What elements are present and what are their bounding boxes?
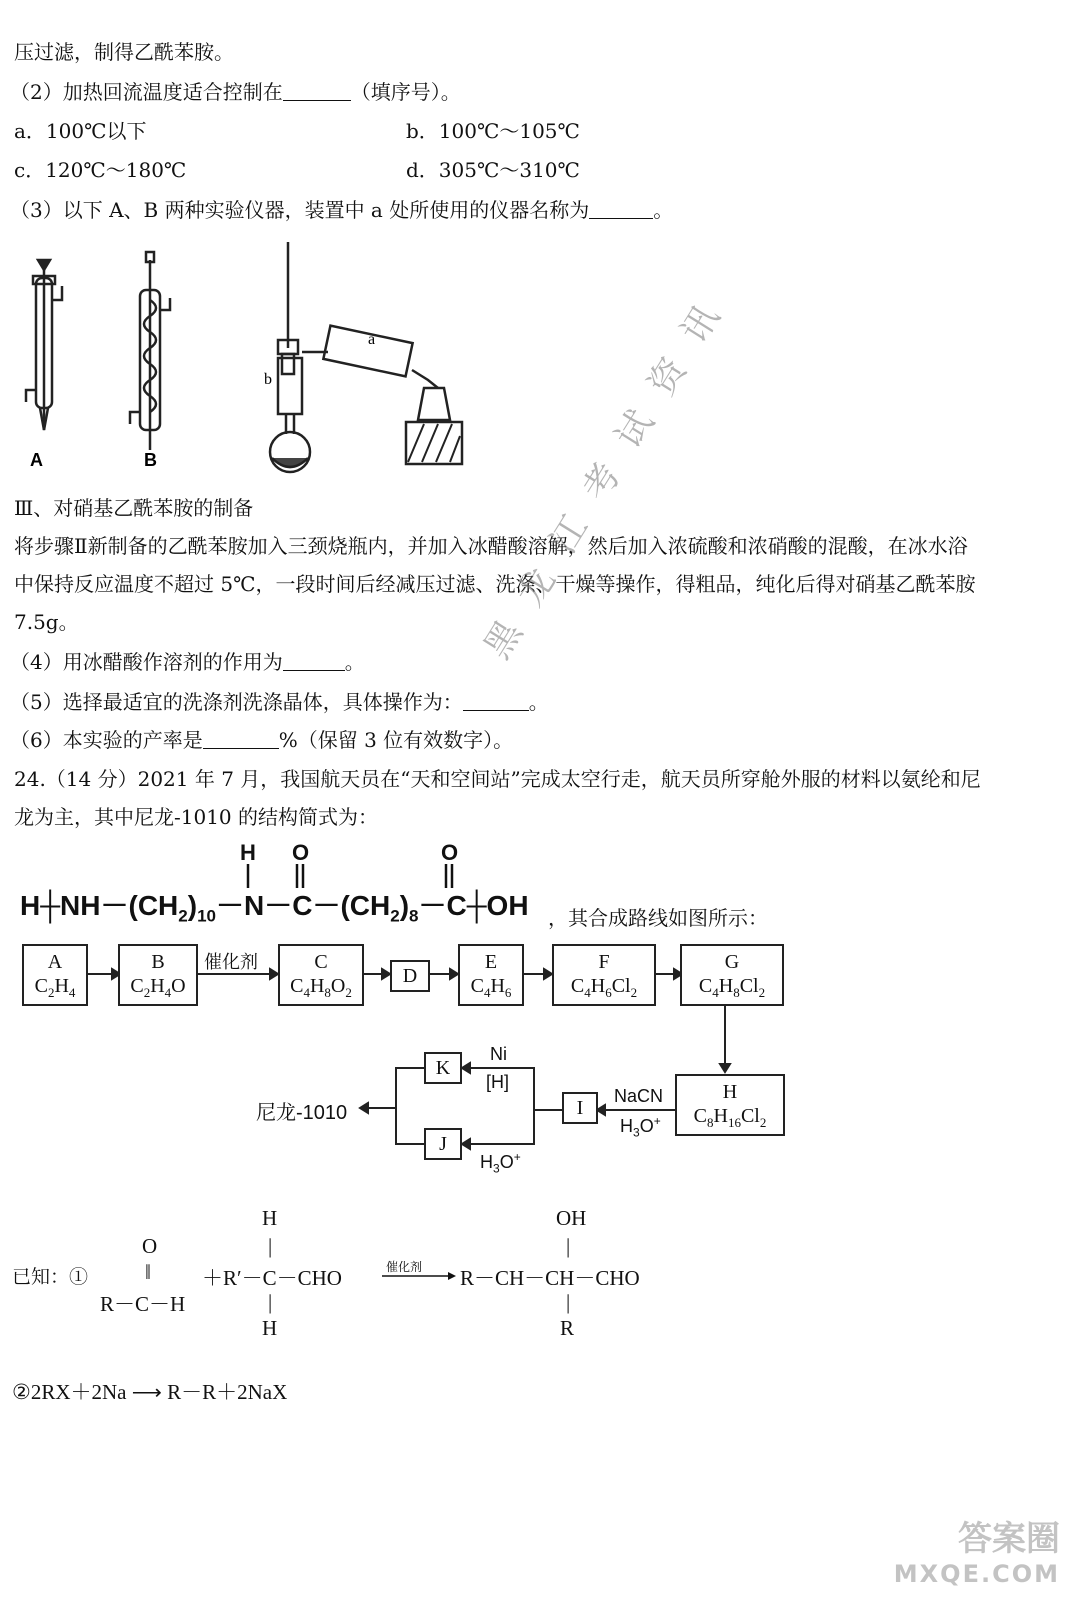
- distillation-setup: [270, 242, 462, 472]
- answer-blank[interactable]: [589, 198, 653, 219]
- formula-h-top: H: [240, 840, 256, 865]
- label-B: B: [144, 450, 157, 470]
- condenser-A: [26, 260, 62, 430]
- question-5: [10, 688, 549, 716]
- question-4: [10, 648, 365, 676]
- known-equation-2: ②2RX＋2Na ⟶ R－R＋2NaX: [12, 1380, 288, 1404]
- compound-B: B $C_2H_4O$: [118, 944, 198, 1006]
- formula-bonds: [0, 860, 520, 890]
- logo-text: 答案圈: [958, 1519, 1060, 1559]
- option-b: b．100℃～105℃: [406, 119, 580, 143]
- answer-blank[interactable]: [203, 728, 279, 749]
- text-line-1: 压过滤，制得乙酰苯胺。: [14, 40, 234, 64]
- reagent-h: [H]: [486, 1072, 510, 1092]
- question-24-line-1: 24.（14 分）2021 年 7 月，我国航天员在“天和空间站”完成太空行走，航天员所穿舱外服的材料以氨纶和尼: [14, 767, 981, 791]
- compound-A: A $C_2H_4$: [22, 944, 88, 1006]
- apparatus-figure: [20, 240, 470, 480]
- compound-F: F $C_4H_6Cl_2$: [552, 944, 656, 1006]
- option-a: a．100℃以下: [14, 119, 147, 143]
- question-3-tail: 。: [653, 198, 674, 222]
- paragraph-line-1: 将步骤Ⅱ新制备的乙酰苯胺加入三颈烧瓶内，并加入冰醋酸溶解，然后加入浓硫酸和浓硝酸的混酸，在冰水浴: [14, 534, 968, 558]
- question-4-text: （4）用冰醋酸作溶剂的作用为: [10, 650, 283, 674]
- known-catalyst: 催化剂: [386, 1260, 423, 1274]
- paragraph-line-3: 7.5g。: [14, 610, 79, 634]
- question-2-tail: （填序号）。: [350, 80, 461, 104]
- label-a: a: [368, 331, 376, 348]
- known-prefix: 已知：①: [12, 1266, 89, 1288]
- catalyst-label: 催化剂: [204, 952, 258, 972]
- reagent-ni: Ni: [490, 1044, 507, 1064]
- route-intro: ，其合成路线如图所示：: [548, 906, 768, 930]
- question-5-text: （5）选择最适宜的洗涤剂洗涤晶体，具体操作为：: [10, 690, 463, 714]
- question-3: [10, 196, 673, 224]
- reagent-h3o-2: $H_3O^+$: [480, 1150, 521, 1176]
- question-6-text: （6）本实验的产率是: [10, 728, 203, 752]
- site-logo: [894, 1511, 1060, 1588]
- compound-C: C $C_4H_8O_2$: [278, 944, 364, 1006]
- compound-E: E $C_4H_6$: [458, 944, 524, 1006]
- product-nylon: 尼龙-1010: [256, 1102, 348, 1124]
- question-6: [10, 726, 513, 754]
- section-3-heading: Ⅲ、对硝基乙酰苯胺的制备: [14, 496, 254, 520]
- question-3-text: （3）以下 A、B 两种实验仪器，装置中 a 处所使用的仪器名称为: [10, 198, 590, 222]
- condenser-B: [130, 252, 170, 450]
- label-b: b: [264, 371, 272, 388]
- compound-G: G $C_4H_8Cl_2$: [680, 944, 784, 1006]
- compound-K: K: [424, 1052, 462, 1084]
- paragraph-line-2: 中保持反应温度不超过 5℃，一段时间后经减压过滤、洗涤、干燥等操作，得粗品，纯化后得对硝基乙酰苯胺: [14, 572, 976, 596]
- option-c: c．120℃～180℃: [14, 158, 187, 182]
- question-5-tail: 。: [528, 690, 549, 714]
- formula-o-top-2: O: [441, 840, 459, 865]
- known-arrow: [380, 1270, 460, 1282]
- answer-blank[interactable]: [283, 650, 345, 671]
- compound-I: I: [562, 1092, 598, 1124]
- compound-J: J: [424, 1128, 462, 1160]
- formula-o-top-1: O: [292, 840, 310, 865]
- question-4-tail: 。: [344, 650, 365, 674]
- question-2: [10, 78, 461, 106]
- question-2-text: （2）加热回流温度适合控制在: [10, 80, 283, 104]
- question-6-tail: %（保留 3 位有效数字）。: [278, 728, 514, 752]
- answer-blank[interactable]: [283, 80, 351, 101]
- label-A: A: [30, 450, 43, 470]
- compound-H: H $C_8H_{16}Cl_2$: [675, 1074, 785, 1136]
- question-24-line-2: 龙为主，其中尼龙-1010 的结构简式为：: [14, 805, 379, 829]
- reagent-nacn: NaCN: [614, 1086, 664, 1106]
- formula-main: $H┼NH-(CH_2)_{10}-N-C-(CH_2)_8-C┼OH$: [20, 890, 529, 926]
- watermark: 黑龙江考试资讯: [476, 276, 742, 666]
- reagent-h3o-1: $H_3O^+$: [620, 1114, 661, 1140]
- compound-D: D: [390, 960, 430, 992]
- answer-blank[interactable]: [463, 690, 529, 711]
- option-d: d．305℃～310℃: [406, 158, 580, 182]
- logo-url: MXQE.COM: [893, 1560, 1060, 1588]
